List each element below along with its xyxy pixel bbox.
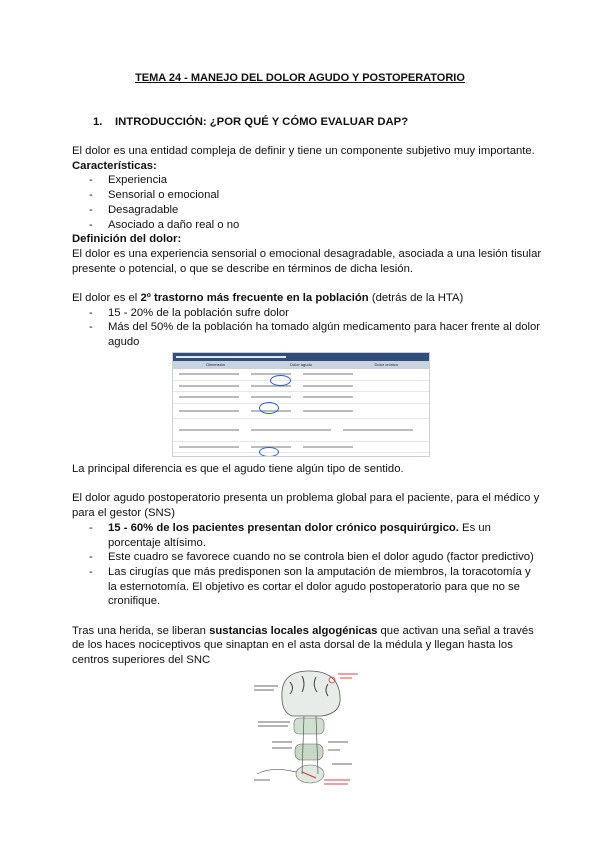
highlight-circle xyxy=(270,375,291,386)
postop-paragraph: El dolor agudo postoperatorio presenta un problema global para el paciente, para el médico y para el gestor (SNS) xyxy=(72,492,540,520)
highlight-circle xyxy=(259,402,279,414)
list-item: - 15 - 60% de los pacientes presentan dolor crónico posquirúrgico. Es un porcentaje altísimo. xyxy=(72,521,542,550)
diferencia-paragraph: La principal diferencia es que el agudo tiene algún tipo de sentido. xyxy=(72,463,404,475)
table-row xyxy=(173,453,429,457)
nociception-pathway-figure xyxy=(252,668,362,790)
highlight-circle xyxy=(259,447,279,457)
herida-paragraph: Tras una herida, se liberan sustancias locales algogénicas que activan una señal a través de los haces nociceptivos que sinaptan en el asta dorsal de la médula y llegan hasta los centros superiores del SNC xyxy=(72,624,534,667)
table-header-cell: Dimensión xyxy=(206,362,226,367)
caracteristicas-list xyxy=(72,173,542,232)
section-heading xyxy=(93,115,408,130)
table-row xyxy=(173,404,429,419)
comparison-table-image xyxy=(172,352,430,457)
list-item: - Experiencia xyxy=(72,173,542,188)
table-caption xyxy=(173,353,429,361)
list-item: - Desagradable xyxy=(72,203,542,218)
frecuencia-list xyxy=(72,306,542,350)
section-heading-text: INTRODUCCIÓN: ¿POR QUÉ Y CÓMO EVALUAR DAP? xyxy=(115,116,409,128)
list-item: - Las cirugías que más predisponen son la amputación de miembros, la toracotomía y la esternotomía. El objetivo es cortar el dolor agudo postoperatorio para que no se cronifique. xyxy=(72,565,542,609)
definicion-label: Definición del dolor: xyxy=(72,233,182,246)
list-item: - Asociado a daño real o no xyxy=(72,218,542,233)
list-item: - Sensorial o emocional xyxy=(72,188,542,203)
table-header-cell: Dolor crónico xyxy=(374,362,399,367)
list-item: - Más del 50% de la población ha tomado algún medicamento para hacer frente al dolor agudo xyxy=(72,320,542,349)
list-item: - Este cuadro se favorece cuando no se controla bien el dolor agudo (factor predictivo) xyxy=(72,550,542,565)
table-row xyxy=(173,419,429,442)
frecuencia-paragraph: El dolor es el 2º trastorno más frecuente en la población (detrás de la HTA) xyxy=(72,292,464,305)
table-header-cell: Dolor agudo xyxy=(290,362,312,367)
intro-block xyxy=(72,144,542,350)
caracteristicas-label: Características: xyxy=(72,159,157,172)
table-row xyxy=(173,369,429,381)
document-title: TEMA 24 - MANEJO DEL DOLOR AGUDO Y POSTOPERATORIO xyxy=(135,72,465,84)
table-header xyxy=(173,361,429,369)
postop-list xyxy=(72,521,542,609)
list-item: - 15 - 20% de la población sufre dolor xyxy=(72,306,542,321)
table-row xyxy=(173,392,429,404)
intro-paragraph: El dolor es una entidad compleja de definir y tiene un componente subjetivo muy importante. xyxy=(72,145,535,157)
second-block xyxy=(72,462,542,668)
definicion-text: El dolor es una experiencia sensorial o emocional desagradable, asociada a una lesión tisular presente o potencial, o que se describe en términos de dicha lesión. xyxy=(72,247,542,275)
table-row xyxy=(173,442,429,454)
table-row xyxy=(173,381,429,393)
section-number: 1. xyxy=(93,116,103,128)
